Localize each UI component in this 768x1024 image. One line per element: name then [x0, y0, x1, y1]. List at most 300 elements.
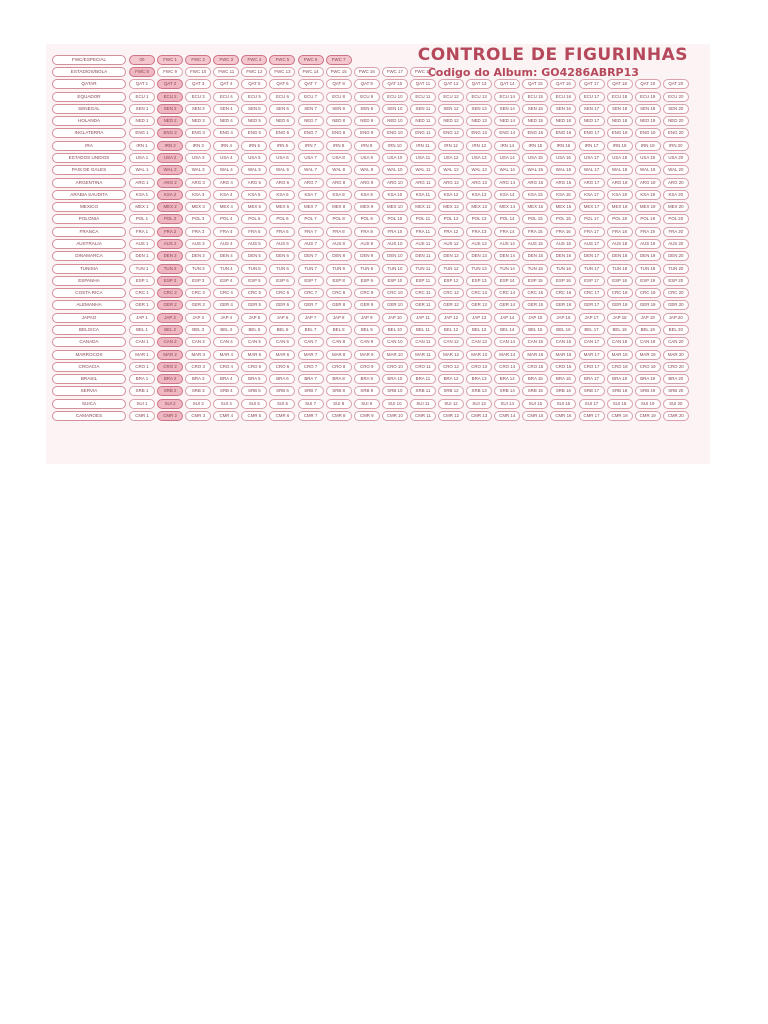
sticker-checkbox[interactable]: IRN 2 [157, 141, 183, 151]
sticker-checkbox[interactable]: POL 11 [410, 214, 436, 224]
sticker-checkbox[interactable]: GER 5 [241, 300, 267, 310]
sticker-checkbox[interactable]: CAN 3 [185, 337, 211, 347]
sticker-checkbox[interactable]: CRO 4 [213, 362, 239, 372]
sticker-checkbox[interactable]: TUN 12 [438, 264, 464, 274]
sticker-checkbox[interactable]: CRO 13 [466, 362, 492, 372]
sticker-checkbox[interactable]: CAN 2 [157, 337, 183, 347]
sticker-checkbox[interactable]: FRA 11 [410, 227, 436, 237]
sticker-checkbox[interactable]: MAR 14 [494, 350, 520, 360]
sticker-checkbox[interactable]: JAP 16 [550, 313, 576, 323]
sticker-checkbox[interactable]: AUS 15 [522, 239, 548, 249]
sticker-checkbox[interactable]: WAL 13 [466, 165, 492, 175]
sticker-checkbox[interactable]: GER 6 [269, 300, 295, 310]
sticker-checkbox[interactable]: AUS 6 [269, 239, 295, 249]
sticker-checkbox[interactable]: MAR 5 [241, 350, 267, 360]
sticker-checkbox[interactable]: ESP 3 [185, 276, 211, 286]
sticker-checkbox[interactable]: MEX 18 [607, 202, 633, 212]
sticker-checkbox[interactable]: QAT 2 [157, 79, 183, 89]
sticker-checkbox[interactable]: SEN 9 [354, 104, 380, 114]
sticker-checkbox[interactable]: POL 6 [269, 214, 295, 224]
sticker-checkbox[interactable]: GER 20 [663, 300, 689, 310]
sticker-checkbox[interactable]: ENG 18 [607, 128, 633, 138]
sticker-checkbox[interactable]: SUI 2 [157, 399, 183, 409]
sticker-checkbox[interactable]: DEN 16 [550, 251, 576, 261]
sticker-checkbox[interactable]: ARG 15 [522, 178, 548, 188]
sticker-checkbox[interactable]: SEN 8 [326, 104, 352, 114]
sticker-checkbox[interactable]: MEX 8 [326, 202, 352, 212]
sticker-checkbox[interactable]: DEN 6 [269, 251, 295, 261]
sticker-checkbox[interactable]: DEN 11 [410, 251, 436, 261]
sticker-checkbox[interactable]: SUI 16 [550, 399, 576, 409]
sticker-checkbox[interactable]: POL 8 [326, 214, 352, 224]
sticker-checkbox[interactable]: ENG 2 [157, 128, 183, 138]
sticker-checkbox[interactable]: DEN 8 [326, 251, 352, 261]
sticker-checkbox[interactable]: FWC 13 [269, 67, 295, 77]
sticker-checkbox[interactable]: USA 7 [298, 153, 324, 163]
sticker-checkbox[interactable]: TUN 9 [354, 264, 380, 274]
sticker-checkbox[interactable]: FRA 16 [550, 227, 576, 237]
sticker-checkbox[interactable]: IRN 12 [438, 141, 464, 151]
sticker-checkbox[interactable]: CRO 1 [129, 362, 155, 372]
sticker-checkbox[interactable]: QAT 18 [607, 79, 633, 89]
sticker-checkbox[interactable]: BEL 6 [269, 325, 295, 335]
sticker-checkbox[interactable]: ENG 6 [269, 128, 295, 138]
sticker-checkbox[interactable]: NED 5 [241, 116, 267, 126]
sticker-checkbox[interactable]: SRB 13 [466, 386, 492, 396]
sticker-checkbox[interactable]: TUN 3 [185, 264, 211, 274]
sticker-checkbox[interactable]: SUI 6 [269, 399, 295, 409]
sticker-checkbox[interactable]: WAL 11 [410, 165, 436, 175]
sticker-checkbox[interactable]: POL 12 [438, 214, 464, 224]
sticker-checkbox[interactable]: GER 9 [354, 300, 380, 310]
sticker-checkbox[interactable]: KSA 13 [466, 190, 492, 200]
sticker-checkbox[interactable]: ECU 3 [185, 92, 211, 102]
sticker-checkbox[interactable]: ESP 18 [607, 276, 633, 286]
sticker-checkbox[interactable]: SRB 4 [213, 386, 239, 396]
sticker-checkbox[interactable]: ESP 16 [550, 276, 576, 286]
sticker-checkbox[interactable]: QAT 5 [241, 79, 267, 89]
sticker-checkbox[interactable]: TUN 14 [494, 264, 520, 274]
sticker-checkbox[interactable]: KSA 17 [579, 190, 605, 200]
sticker-checkbox[interactable]: CRC 18 [607, 288, 633, 298]
sticker-checkbox[interactable]: FWC 15 [326, 67, 352, 77]
sticker-checkbox[interactable]: JAP 17 [579, 313, 605, 323]
sticker-checkbox[interactable]: CRO 15 [522, 362, 548, 372]
sticker-checkbox[interactable]: KSA 19 [635, 190, 661, 200]
sticker-checkbox[interactable]: SRB 1 [129, 386, 155, 396]
sticker-checkbox[interactable]: DEN 14 [494, 251, 520, 261]
sticker-checkbox[interactable]: GER 12 [438, 300, 464, 310]
sticker-checkbox[interactable]: JAP 14 [494, 313, 520, 323]
sticker-checkbox[interactable]: BRA 3 [185, 374, 211, 384]
sticker-checkbox[interactable]: ARG 9 [354, 178, 380, 188]
sticker-checkbox[interactable]: MEX 13 [466, 202, 492, 212]
sticker-checkbox[interactable]: POL 4 [213, 214, 239, 224]
sticker-checkbox[interactable]: FRA 19 [635, 227, 661, 237]
sticker-checkbox[interactable]: BEL 18 [607, 325, 633, 335]
sticker-checkbox[interactable]: ARG 10 [382, 178, 408, 188]
sticker-checkbox[interactable]: CMR 12 [438, 411, 464, 421]
sticker-checkbox[interactable]: DEN 15 [522, 251, 548, 261]
sticker-checkbox[interactable]: WAL 2 [157, 165, 183, 175]
sticker-checkbox[interactable]: ECU 20 [663, 92, 689, 102]
sticker-checkbox[interactable]: ARG 7 [298, 178, 324, 188]
sticker-checkbox[interactable]: GER 1 [129, 300, 155, 310]
sticker-checkbox[interactable]: ESP 5 [241, 276, 267, 286]
sticker-checkbox[interactable]: JAP 15 [522, 313, 548, 323]
sticker-checkbox[interactable]: DEN 10 [382, 251, 408, 261]
sticker-checkbox[interactable]: IRN 19 [635, 141, 661, 151]
sticker-checkbox[interactable]: IRN 1 [129, 141, 155, 151]
sticker-checkbox[interactable]: MAR 6 [269, 350, 295, 360]
sticker-checkbox[interactable]: GER 10 [382, 300, 408, 310]
sticker-checkbox[interactable]: CMR 1 [129, 411, 155, 421]
sticker-checkbox[interactable]: CRO 7 [298, 362, 324, 372]
sticker-checkbox[interactable]: SUI 4 [213, 399, 239, 409]
sticker-checkbox[interactable]: ARG 17 [579, 178, 605, 188]
sticker-checkbox[interactable]: QAT 20 [663, 79, 689, 89]
sticker-checkbox[interactable]: CMR 10 [382, 411, 408, 421]
sticker-checkbox[interactable]: NED 15 [522, 116, 548, 126]
sticker-checkbox[interactable]: GER 14 [494, 300, 520, 310]
sticker-checkbox[interactable]: AUS 17 [579, 239, 605, 249]
sticker-checkbox[interactable]: WAL 10 [382, 165, 408, 175]
sticker-checkbox[interactable]: DEN 12 [438, 251, 464, 261]
sticker-checkbox[interactable]: BRA 1 [129, 374, 155, 384]
sticker-checkbox[interactable]: BEL 4 [213, 325, 239, 335]
sticker-checkbox[interactable]: CRC 7 [298, 288, 324, 298]
sticker-checkbox[interactable]: ENG 19 [635, 128, 661, 138]
sticker-checkbox[interactable]: KSA 18 [607, 190, 633, 200]
sticker-checkbox[interactable]: WAL 5 [241, 165, 267, 175]
sticker-checkbox[interactable]: CRO 20 [663, 362, 689, 372]
sticker-checkbox[interactable]: KSA 16 [550, 190, 576, 200]
sticker-checkbox[interactable]: FWC 6 [298, 55, 324, 65]
sticker-checkbox[interactable]: CRC 19 [635, 288, 661, 298]
sticker-checkbox[interactable]: QAT 9 [354, 79, 380, 89]
sticker-checkbox[interactable]: GER 11 [410, 300, 436, 310]
sticker-checkbox[interactable]: JAP 5 [241, 313, 267, 323]
sticker-checkbox[interactable]: MEX 7 [298, 202, 324, 212]
sticker-checkbox[interactable]: CRC 12 [438, 288, 464, 298]
sticker-checkbox[interactable]: FRA 5 [241, 227, 267, 237]
sticker-checkbox[interactable]: BRA 8 [326, 374, 352, 384]
sticker-checkbox[interactable]: CAN 11 [410, 337, 436, 347]
sticker-checkbox[interactable]: KSA 2 [157, 190, 183, 200]
sticker-checkbox[interactable]: DEN 3 [185, 251, 211, 261]
sticker-checkbox[interactable]: CRC 11 [410, 288, 436, 298]
sticker-checkbox[interactable]: QAT 4 [213, 79, 239, 89]
sticker-checkbox[interactable]: MAR 13 [466, 350, 492, 360]
sticker-checkbox[interactable]: CAN 8 [326, 337, 352, 347]
sticker-checkbox[interactable]: DEN 1 [129, 251, 155, 261]
sticker-checkbox[interactable]: DEN 7 [298, 251, 324, 261]
sticker-checkbox[interactable]: QAT 3 [185, 79, 211, 89]
sticker-checkbox[interactable]: FWC 1 [157, 55, 183, 65]
sticker-checkbox[interactable]: MAR 17 [579, 350, 605, 360]
sticker-checkbox[interactable]: MAR 16 [550, 350, 576, 360]
sticker-checkbox[interactable]: SRB 7 [298, 386, 324, 396]
sticker-checkbox[interactable]: QAT 6 [269, 79, 295, 89]
sticker-checkbox[interactable]: IRN 15 [522, 141, 548, 151]
sticker-checkbox[interactable]: USA 9 [354, 153, 380, 163]
sticker-checkbox[interactable]: FRA 4 [213, 227, 239, 237]
sticker-checkbox[interactable]: TUN 13 [466, 264, 492, 274]
sticker-checkbox[interactable]: TUN 8 [326, 264, 352, 274]
sticker-checkbox[interactable]: DEN 9 [354, 251, 380, 261]
sticker-checkbox[interactable]: CRC 6 [269, 288, 295, 298]
sticker-checkbox[interactable]: CMR 19 [635, 411, 661, 421]
sticker-checkbox[interactable]: WAL 12 [438, 165, 464, 175]
sticker-checkbox[interactable]: MEX 6 [269, 202, 295, 212]
sticker-checkbox[interactable]: MEX 19 [635, 202, 661, 212]
sticker-checkbox[interactable]: WAL 9 [354, 165, 380, 175]
sticker-checkbox[interactable]: ARG 19 [635, 178, 661, 188]
sticker-checkbox[interactable]: FWC 4 [241, 55, 267, 65]
sticker-checkbox[interactable]: POL 5 [241, 214, 267, 224]
sticker-checkbox[interactable]: CRO 6 [269, 362, 295, 372]
sticker-checkbox[interactable]: ARG 11 [410, 178, 436, 188]
sticker-checkbox[interactable]: ENG 8 [326, 128, 352, 138]
sticker-checkbox[interactable]: JAP 6 [269, 313, 295, 323]
sticker-checkbox[interactable]: CRO 14 [494, 362, 520, 372]
sticker-checkbox[interactable]: MEX 16 [550, 202, 576, 212]
sticker-checkbox[interactable]: ESP 15 [522, 276, 548, 286]
sticker-checkbox[interactable]: SEN 19 [635, 104, 661, 114]
sticker-checkbox[interactable]: KSA 6 [269, 190, 295, 200]
sticker-checkbox[interactable]: CAN 13 [466, 337, 492, 347]
sticker-checkbox[interactable]: USA 11 [410, 153, 436, 163]
sticker-checkbox[interactable]: SEN 15 [522, 104, 548, 114]
sticker-checkbox[interactable]: AUS 11 [410, 239, 436, 249]
sticker-checkbox[interactable]: GER 7 [298, 300, 324, 310]
sticker-checkbox[interactable]: BRA 2 [157, 374, 183, 384]
sticker-checkbox[interactable]: CRC 9 [354, 288, 380, 298]
sticker-checkbox[interactable]: KSA 8 [326, 190, 352, 200]
sticker-checkbox[interactable]: AUS 7 [298, 239, 324, 249]
sticker-checkbox[interactable]: SEN 16 [550, 104, 576, 114]
sticker-checkbox[interactable]: JAP 18 [607, 313, 633, 323]
sticker-checkbox[interactable]: MAR 4 [213, 350, 239, 360]
sticker-checkbox[interactable]: WAL 20 [663, 165, 689, 175]
sticker-checkbox[interactable]: TUN 1 [129, 264, 155, 274]
sticker-checkbox[interactable]: QAT 15 [522, 79, 548, 89]
sticker-checkbox[interactable]: SUI 8 [326, 399, 352, 409]
sticker-checkbox[interactable]: MEX 14 [494, 202, 520, 212]
sticker-checkbox[interactable]: USA 14 [494, 153, 520, 163]
sticker-checkbox[interactable]: KSA 7 [298, 190, 324, 200]
sticker-checkbox[interactable]: SUI 11 [410, 399, 436, 409]
sticker-checkbox[interactable]: BEL 20 [663, 325, 689, 335]
sticker-checkbox[interactable]: WAL 7 [298, 165, 324, 175]
sticker-checkbox[interactable]: TUN 19 [635, 264, 661, 274]
sticker-checkbox[interactable]: CMR 16 [550, 411, 576, 421]
sticker-checkbox[interactable]: USA 20 [663, 153, 689, 163]
sticker-checkbox[interactable]: ENG 14 [494, 128, 520, 138]
sticker-checkbox[interactable]: JAP 13 [466, 313, 492, 323]
sticker-checkbox[interactable]: FRA 2 [157, 227, 183, 237]
sticker-checkbox[interactable]: MAR 18 [607, 350, 633, 360]
sticker-checkbox[interactable]: MEX 5 [241, 202, 267, 212]
sticker-checkbox[interactable]: ECU 8 [326, 92, 352, 102]
sticker-checkbox[interactable]: KSA 9 [354, 190, 380, 200]
sticker-checkbox[interactable]: ENG 3 [185, 128, 211, 138]
sticker-checkbox[interactable]: SEN 2 [157, 104, 183, 114]
sticker-checkbox[interactable]: QAT 17 [579, 79, 605, 89]
sticker-checkbox[interactable]: POL 19 [635, 214, 661, 224]
sticker-checkbox[interactable]: SRB 6 [269, 386, 295, 396]
sticker-checkbox[interactable]: CAN 15 [522, 337, 548, 347]
sticker-checkbox[interactable]: FWC 11 [213, 67, 239, 77]
sticker-checkbox[interactable]: ENG 4 [213, 128, 239, 138]
sticker-checkbox[interactable]: CMR 13 [466, 411, 492, 421]
sticker-checkbox[interactable]: SEN 18 [607, 104, 633, 114]
sticker-checkbox[interactable]: KSA 15 [522, 190, 548, 200]
sticker-checkbox[interactable]: KSA 3 [185, 190, 211, 200]
sticker-checkbox[interactable]: ENG 20 [663, 128, 689, 138]
sticker-checkbox[interactable]: JAP 4 [213, 313, 239, 323]
sticker-checkbox[interactable]: MAR 7 [298, 350, 324, 360]
sticker-checkbox[interactable]: AUS 8 [326, 239, 352, 249]
sticker-checkbox[interactable]: CMR 3 [185, 411, 211, 421]
sticker-checkbox[interactable]: BEL 11 [410, 325, 436, 335]
sticker-checkbox[interactable]: NED 2 [157, 116, 183, 126]
sticker-checkbox[interactable]: ARG 2 [157, 178, 183, 188]
sticker-checkbox[interactable]: WAL 3 [185, 165, 211, 175]
sticker-checkbox[interactable]: USA 6 [269, 153, 295, 163]
sticker-checkbox[interactable]: CRO 9 [354, 362, 380, 372]
sticker-checkbox[interactable]: IRN 9 [354, 141, 380, 151]
sticker-checkbox[interactable]: MAR 20 [663, 350, 689, 360]
sticker-checkbox[interactable]: POL 20 [663, 214, 689, 224]
sticker-checkbox[interactable]: FWC 5 [269, 55, 295, 65]
sticker-checkbox[interactable]: NED 8 [326, 116, 352, 126]
sticker-checkbox[interactable]: MEX 9 [354, 202, 380, 212]
sticker-checkbox[interactable]: FRA 14 [494, 227, 520, 237]
sticker-checkbox[interactable]: CRC 10 [382, 288, 408, 298]
sticker-checkbox[interactable]: JAP 10 [382, 313, 408, 323]
sticker-checkbox[interactable]: ESP 6 [269, 276, 295, 286]
sticker-checkbox[interactable]: USA 13 [466, 153, 492, 163]
sticker-checkbox[interactable]: DEN 18 [607, 251, 633, 261]
sticker-checkbox[interactable]: BEL 19 [635, 325, 661, 335]
sticker-checkbox[interactable]: SEN 12 [438, 104, 464, 114]
sticker-checkbox[interactable]: JAP 8 [326, 313, 352, 323]
sticker-checkbox[interactable]: SUI 13 [466, 399, 492, 409]
sticker-checkbox[interactable]: CRO 2 [157, 362, 183, 372]
sticker-checkbox[interactable]: CAN 14 [494, 337, 520, 347]
sticker-checkbox[interactable]: CRO 19 [635, 362, 661, 372]
sticker-checkbox[interactable]: CRO 5 [241, 362, 267, 372]
sticker-checkbox[interactable]: SRB 5 [241, 386, 267, 396]
sticker-checkbox[interactable]: KSA 12 [438, 190, 464, 200]
sticker-checkbox[interactable]: CMR 6 [269, 411, 295, 421]
sticker-checkbox[interactable]: AUS 2 [157, 239, 183, 249]
sticker-checkbox[interactable]: NED 19 [635, 116, 661, 126]
sticker-checkbox[interactable]: SRB 2 [157, 386, 183, 396]
sticker-checkbox[interactable]: ESP 12 [438, 276, 464, 286]
sticker-checkbox[interactable]: FRA 7 [298, 227, 324, 237]
sticker-checkbox[interactable]: SEN 14 [494, 104, 520, 114]
sticker-checkbox[interactable]: ESP 1 [129, 276, 155, 286]
sticker-checkbox[interactable]: CRC 3 [185, 288, 211, 298]
sticker-checkbox[interactable]: QAT 13 [466, 79, 492, 89]
sticker-checkbox[interactable]: BEL 12 [438, 325, 464, 335]
sticker-checkbox[interactable]: BRA 14 [494, 374, 520, 384]
sticker-checkbox[interactable]: SRB 17 [579, 386, 605, 396]
sticker-checkbox[interactable]: POL 7 [298, 214, 324, 224]
sticker-checkbox[interactable]: BRA 12 [438, 374, 464, 384]
sticker-checkbox[interactable]: CMR 11 [410, 411, 436, 421]
sticker-checkbox[interactable]: DEN 4 [213, 251, 239, 261]
sticker-checkbox[interactable]: DEN 2 [157, 251, 183, 261]
sticker-checkbox[interactable]: TUN 15 [522, 264, 548, 274]
sticker-checkbox[interactable]: ESP 2 [157, 276, 183, 286]
sticker-checkbox[interactable]: CRC 17 [579, 288, 605, 298]
sticker-checkbox[interactable]: IRN 16 [550, 141, 576, 151]
sticker-checkbox[interactable]: AUS 19 [635, 239, 661, 249]
sticker-checkbox[interactable]: BRA 11 [410, 374, 436, 384]
sticker-checkbox[interactable]: NED 4 [213, 116, 239, 126]
sticker-checkbox[interactable]: ESP 17 [579, 276, 605, 286]
sticker-checkbox[interactable]: BRA 7 [298, 374, 324, 384]
sticker-checkbox[interactable]: NED 17 [579, 116, 605, 126]
sticker-checkbox[interactable]: AUS 14 [494, 239, 520, 249]
sticker-checkbox[interactable]: SUI 9 [354, 399, 380, 409]
sticker-checkbox[interactable]: QAT 14 [494, 79, 520, 89]
sticker-checkbox[interactable]: IRN 11 [410, 141, 436, 151]
sticker-checkbox[interactable]: NED 18 [607, 116, 633, 126]
sticker-checkbox[interactable]: 00 [129, 55, 155, 65]
sticker-checkbox[interactable]: MAR 19 [635, 350, 661, 360]
sticker-checkbox[interactable]: JAP 9 [354, 313, 380, 323]
sticker-checkbox[interactable]: WAL 15 [522, 165, 548, 175]
sticker-checkbox[interactable]: DEN 20 [663, 251, 689, 261]
sticker-checkbox[interactable]: CMR 2 [157, 411, 183, 421]
sticker-checkbox[interactable]: ECU 14 [494, 92, 520, 102]
sticker-checkbox[interactable]: CRC 2 [157, 288, 183, 298]
sticker-checkbox[interactable]: FWC 10 [185, 67, 211, 77]
sticker-checkbox[interactable]: BRA 10 [382, 374, 408, 384]
sticker-checkbox[interactable]: SEN 5 [241, 104, 267, 114]
sticker-checkbox[interactable]: ARG 3 [185, 178, 211, 188]
sticker-checkbox[interactable]: USA 8 [326, 153, 352, 163]
sticker-checkbox[interactable]: FWC 12 [241, 67, 267, 77]
sticker-checkbox[interactable]: MEX 15 [522, 202, 548, 212]
sticker-checkbox[interactable]: KSA 10 [382, 190, 408, 200]
sticker-checkbox[interactable]: JAP 11 [410, 313, 436, 323]
sticker-checkbox[interactable]: KSA 5 [241, 190, 267, 200]
sticker-checkbox[interactable]: CRC 15 [522, 288, 548, 298]
sticker-checkbox[interactable]: ECU 6 [269, 92, 295, 102]
sticker-checkbox[interactable]: BEL 13 [466, 325, 492, 335]
sticker-checkbox[interactable]: ECU 4 [213, 92, 239, 102]
sticker-checkbox[interactable]: FWC 14 [298, 67, 324, 77]
sticker-checkbox[interactable]: AUS 18 [607, 239, 633, 249]
sticker-checkbox[interactable]: QAT 1 [129, 79, 155, 89]
sticker-checkbox[interactable]: USA 19 [635, 153, 661, 163]
sticker-checkbox[interactable]: SRB 12 [438, 386, 464, 396]
sticker-checkbox[interactable]: JAP 3 [185, 313, 211, 323]
sticker-checkbox[interactable]: NED 12 [438, 116, 464, 126]
sticker-checkbox[interactable]: SEN 6 [269, 104, 295, 114]
sticker-checkbox[interactable]: JAP 20 [663, 313, 689, 323]
sticker-checkbox[interactable]: IRN 6 [269, 141, 295, 151]
sticker-checkbox[interactable]: CAN 10 [382, 337, 408, 347]
sticker-checkbox[interactable]: CRO 18 [607, 362, 633, 372]
sticker-checkbox[interactable]: BEL 1 [129, 325, 155, 335]
sticker-checkbox[interactable]: CAN 20 [663, 337, 689, 347]
